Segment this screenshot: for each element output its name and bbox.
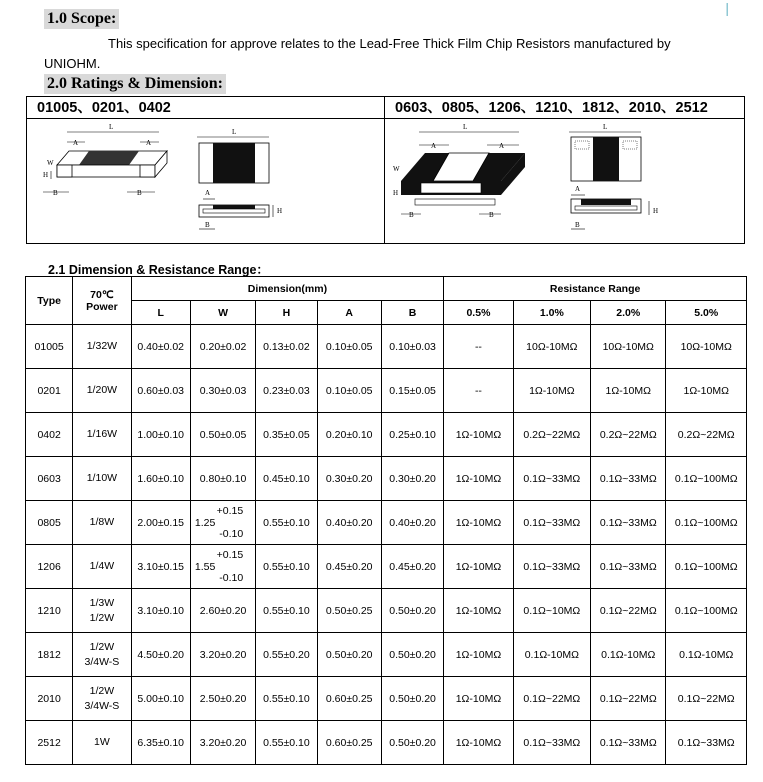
cell-L: 2.00±0.15	[131, 501, 190, 545]
cell-tol-05: --	[444, 325, 513, 369]
table-row	[26, 633, 747, 677]
dim-label-B1: B	[53, 189, 58, 197]
cell-L: 4.50±0.20	[131, 633, 190, 677]
dimension-drawing-box	[26, 96, 745, 244]
cell-A: 0.60±0.25	[317, 677, 381, 721]
scope-line-1: This specification for approve relates to the Lead-Free Thick Film Chip Resistors manufactured by	[108, 36, 671, 51]
cell-tol-1: 0.1Ω~22MΩ	[513, 677, 590, 721]
header-H: H	[256, 301, 317, 325]
cell-B: 0.50±0.20	[381, 677, 443, 721]
dim-label-L: L	[109, 123, 114, 131]
cell-tol-5: 0.1Ω~100MΩ	[666, 545, 747, 589]
table-row	[26, 413, 747, 457]
header-power-line2: Power	[86, 300, 118, 313]
cell-tol-2: 0.2Ω~22MΩ	[591, 413, 666, 457]
cell-L: 3.10±0.15	[131, 545, 190, 589]
cell-tol-2: 0.1Ω-10MΩ	[591, 633, 666, 677]
cell-type: 01005	[26, 325, 73, 369]
cell-H: 0.23±0.03	[256, 369, 317, 413]
cell-tol-5: 0.1Ω~100MΩ	[666, 589, 747, 633]
cell-tol-5: 0.1Ω~100MΩ	[666, 457, 747, 501]
cell-tol-1: 0.1Ω~33MΩ	[513, 501, 590, 545]
cell-power	[73, 545, 131, 589]
cell-A: 0.50±0.25	[317, 589, 381, 633]
header-dimension: Dimension(mm)	[131, 277, 444, 301]
header-B: B	[381, 301, 443, 325]
cell-H: 0.55±0.10	[256, 501, 317, 545]
dim-label-H: H	[43, 171, 49, 179]
power-line: 1/2W	[89, 684, 115, 697]
cell-W: 0.30±0.03	[190, 369, 255, 413]
dimension-panel-large	[385, 97, 744, 243]
cell-type: 1812	[26, 633, 73, 677]
cell-tol-05: 1Ω-10MΩ	[444, 545, 513, 589]
table-row	[26, 457, 747, 501]
large-sizes-title: 0603、0805、1206、1210、1812、2010、2512	[385, 97, 744, 119]
cell-type: 0402	[26, 413, 73, 457]
cell-L: 1.60±0.10	[131, 457, 190, 501]
cell-B: 0.50±0.20	[381, 633, 443, 677]
ratings-heading: 2.0 Ratings & Dimension:	[44, 74, 226, 94]
cell-power	[73, 721, 131, 765]
cell-type: 2512	[26, 721, 73, 765]
dim-label-A2: A	[146, 139, 152, 147]
svg-text:H: H	[277, 207, 283, 215]
svg-text:A: A	[431, 142, 437, 150]
w-bot: -0.10	[219, 528, 244, 540]
svg-text:L: L	[603, 123, 608, 131]
cell-A: 0.10±0.05	[317, 325, 381, 369]
cell-tol-1: 0.1Ω~10MΩ	[513, 589, 590, 633]
cell-tol-05: 1Ω-10MΩ	[444, 589, 513, 633]
header-tol-5: 5.0%	[666, 301, 747, 325]
cell-type: 2010	[26, 677, 73, 721]
svg-text:A: A	[205, 189, 211, 197]
large-chip-drawing	[385, 119, 743, 242]
power-line: 1/20W	[86, 384, 118, 396]
svg-text:A: A	[575, 185, 581, 193]
cell-power	[73, 369, 131, 413]
svg-text:L: L	[463, 123, 468, 131]
table-row	[26, 677, 747, 721]
header-resistance: Resistance Range	[444, 277, 747, 301]
dimension-panel-small	[27, 97, 385, 243]
cell-A: 0.45±0.20	[317, 545, 381, 589]
power-line: 1W	[94, 736, 110, 748]
small-chip-drawing	[27, 119, 384, 242]
cell-type: 0603	[26, 457, 73, 501]
header-L: L	[131, 301, 190, 325]
power-line: 1/3W	[89, 596, 115, 609]
cell-tol-5: 0.1Ω~33MΩ	[666, 721, 747, 765]
w-bot: -0.10	[219, 572, 244, 584]
cell-tol-5: 0.1Ω~22MΩ	[666, 677, 747, 721]
cell-B: 0.25±0.10	[381, 413, 443, 457]
cell-B: 0.40±0.20	[381, 501, 443, 545]
table-row	[26, 545, 747, 589]
header-power-line1: 70℃	[90, 288, 114, 301]
cell-W: 2.50±0.20	[190, 677, 255, 721]
cell-power	[73, 677, 131, 721]
table-row	[26, 325, 747, 369]
cell-type: 0805	[26, 501, 73, 545]
header-A: A	[317, 301, 381, 325]
w-top: +0.15	[216, 505, 244, 517]
svg-text:B: B	[409, 211, 414, 219]
cell-A: 0.50±0.20	[317, 633, 381, 677]
cell-W: 0.50±0.05	[190, 413, 255, 457]
cell-W: 3.20±0.20	[190, 633, 255, 677]
header-tol-05: 0.5%	[444, 301, 513, 325]
cell-tol-2: 0.1Ω~33MΩ	[591, 545, 666, 589]
cell-tol-5: 1Ω-10MΩ	[666, 369, 747, 413]
cell-tol-05: 1Ω-10MΩ	[444, 721, 513, 765]
svg-text:L: L	[232, 128, 237, 136]
header-W: W	[190, 301, 255, 325]
cell-tol-2: 0.1Ω~33MΩ	[591, 721, 666, 765]
cell-B: 0.50±0.20	[381, 589, 443, 633]
cell-B: 0.15±0.05	[381, 369, 443, 413]
cell-H: 0.55±0.10	[256, 721, 317, 765]
cell-tol-1: 0.1Ω~33MΩ	[513, 721, 590, 765]
cell-tol-5: 0.2Ω~22MΩ	[666, 413, 747, 457]
cell-A: 0.10±0.05	[317, 369, 381, 413]
dimension-resistance-table	[25, 276, 747, 765]
power-line: 1/2W	[89, 640, 115, 653]
cell-B: 0.45±0.20	[381, 545, 443, 589]
cell-B: 0.30±0.20	[381, 457, 443, 501]
header-tol-2: 2.0%	[591, 301, 666, 325]
dim-label-A1: A	[73, 139, 79, 147]
cell-L: 0.60±0.03	[131, 369, 190, 413]
power-line: 3/4W-S	[84, 655, 120, 668]
w-mid: 1.25	[194, 516, 216, 529]
svg-text:H: H	[393, 189, 399, 197]
scope-line-2: UNIOHM.	[44, 56, 101, 71]
table-heading: 2.1 Dimension & Resistance Range：	[48, 263, 269, 277]
cell-H: 0.13±0.02	[256, 325, 317, 369]
svg-text:B: B	[205, 221, 210, 229]
cell-tol-5: 0.1Ω-10MΩ	[666, 633, 747, 677]
cell-W	[190, 545, 255, 589]
cell-tol-05: 1Ω-10MΩ	[444, 633, 513, 677]
cell-L: 0.40±0.02	[131, 325, 190, 369]
cell-H: 0.45±0.10	[256, 457, 317, 501]
power-line: 1/2W	[89, 611, 115, 624]
cell-tol-2: 0.1Ω~33MΩ	[591, 501, 666, 545]
cell-A: 0.60±0.25	[317, 721, 381, 765]
cell-power	[73, 501, 131, 545]
table-row	[26, 721, 747, 765]
power-line: 1/16W	[86, 428, 118, 440]
dim-label-B2: B	[137, 189, 142, 197]
cell-W	[190, 501, 255, 545]
cell-H: 0.55±0.10	[256, 545, 317, 589]
cell-power	[73, 413, 131, 457]
svg-text:W: W	[393, 165, 400, 173]
cell-tol-05: 1Ω-10MΩ	[444, 677, 513, 721]
table-row	[26, 369, 747, 413]
power-line: 1/32W	[86, 340, 118, 352]
w-top: +0.15	[216, 549, 244, 561]
cell-tol-2: 0.1Ω~22MΩ	[591, 677, 666, 721]
svg-text:A: A	[499, 142, 505, 150]
cell-tol-1: 0.1Ω-10MΩ	[513, 633, 590, 677]
table-row	[26, 501, 747, 545]
cell-B: 0.10±0.03	[381, 325, 443, 369]
power-line: 1/4W	[89, 560, 115, 572]
power-line: 1/10W	[86, 472, 118, 484]
cell-L: 6.35±0.10	[131, 721, 190, 765]
cell-power	[73, 633, 131, 677]
cell-tol-05: 1Ω-10MΩ	[444, 501, 513, 545]
cell-tol-05: 1Ω-10MΩ	[444, 457, 513, 501]
power-line: 1/8W	[89, 516, 115, 528]
cell-tol-2: 0.1Ω~33MΩ	[591, 457, 666, 501]
w-mid: 1.55	[194, 560, 216, 573]
cell-tol-1: 0.1Ω~33MΩ	[513, 545, 590, 589]
svg-text:H: H	[653, 207, 659, 215]
page-corner-mark: |	[725, 0, 729, 16]
cell-power	[73, 589, 131, 633]
scope-heading: 1.0 Scope:	[44, 9, 119, 29]
header-type: Type	[26, 277, 73, 325]
cell-tol-1: 0.2Ω~22MΩ	[513, 413, 590, 457]
cell-tol-1: 1Ω-10MΩ	[513, 369, 590, 413]
cell-tol-1: 0.1Ω~33MΩ	[513, 457, 590, 501]
cell-A: 0.20±0.10	[317, 413, 381, 457]
cell-H: 0.35±0.05	[256, 413, 317, 457]
cell-tol-1: 10Ω-10MΩ	[513, 325, 590, 369]
cell-type: 1206	[26, 545, 73, 589]
svg-text:B: B	[489, 211, 494, 219]
cell-H: 0.55±0.10	[256, 677, 317, 721]
cell-L: 5.00±0.10	[131, 677, 190, 721]
header-tol-1: 1.0%	[513, 301, 590, 325]
power-line: 3/4W-S	[84, 699, 120, 712]
cell-W: 3.20±0.20	[190, 721, 255, 765]
cell-tol-2: 10Ω-10MΩ	[591, 325, 666, 369]
cell-tol-05: --	[444, 369, 513, 413]
cell-L: 3.10±0.10	[131, 589, 190, 633]
cell-tol-05: 1Ω-10MΩ	[444, 413, 513, 457]
cell-W: 0.20±0.02	[190, 325, 255, 369]
svg-text:B: B	[575, 221, 580, 229]
cell-W: 2.60±0.20	[190, 589, 255, 633]
cell-W: 0.80±0.10	[190, 457, 255, 501]
cell-A: 0.30±0.20	[317, 457, 381, 501]
cell-tol-2: 0.1Ω~22MΩ	[591, 589, 666, 633]
cell-power	[73, 457, 131, 501]
cell-power	[73, 325, 131, 369]
cell-tol-2: 1Ω-10MΩ	[591, 369, 666, 413]
header-power	[73, 277, 131, 325]
cell-tol-5: 0.1Ω~100MΩ	[666, 501, 747, 545]
cell-type: 1210	[26, 589, 73, 633]
cell-tol-5: 10Ω-10MΩ	[666, 325, 747, 369]
table-row	[26, 589, 747, 633]
cell-type: 0201	[26, 369, 73, 413]
small-sizes-title: 01005、0201、0402	[27, 97, 384, 119]
cell-H: 0.55±0.20	[256, 633, 317, 677]
cell-B: 0.50±0.20	[381, 721, 443, 765]
cell-H: 0.55±0.10	[256, 589, 317, 633]
dim-label-W: W	[47, 159, 54, 167]
cell-L: 1.00±0.10	[131, 413, 190, 457]
cell-A: 0.40±0.20	[317, 501, 381, 545]
